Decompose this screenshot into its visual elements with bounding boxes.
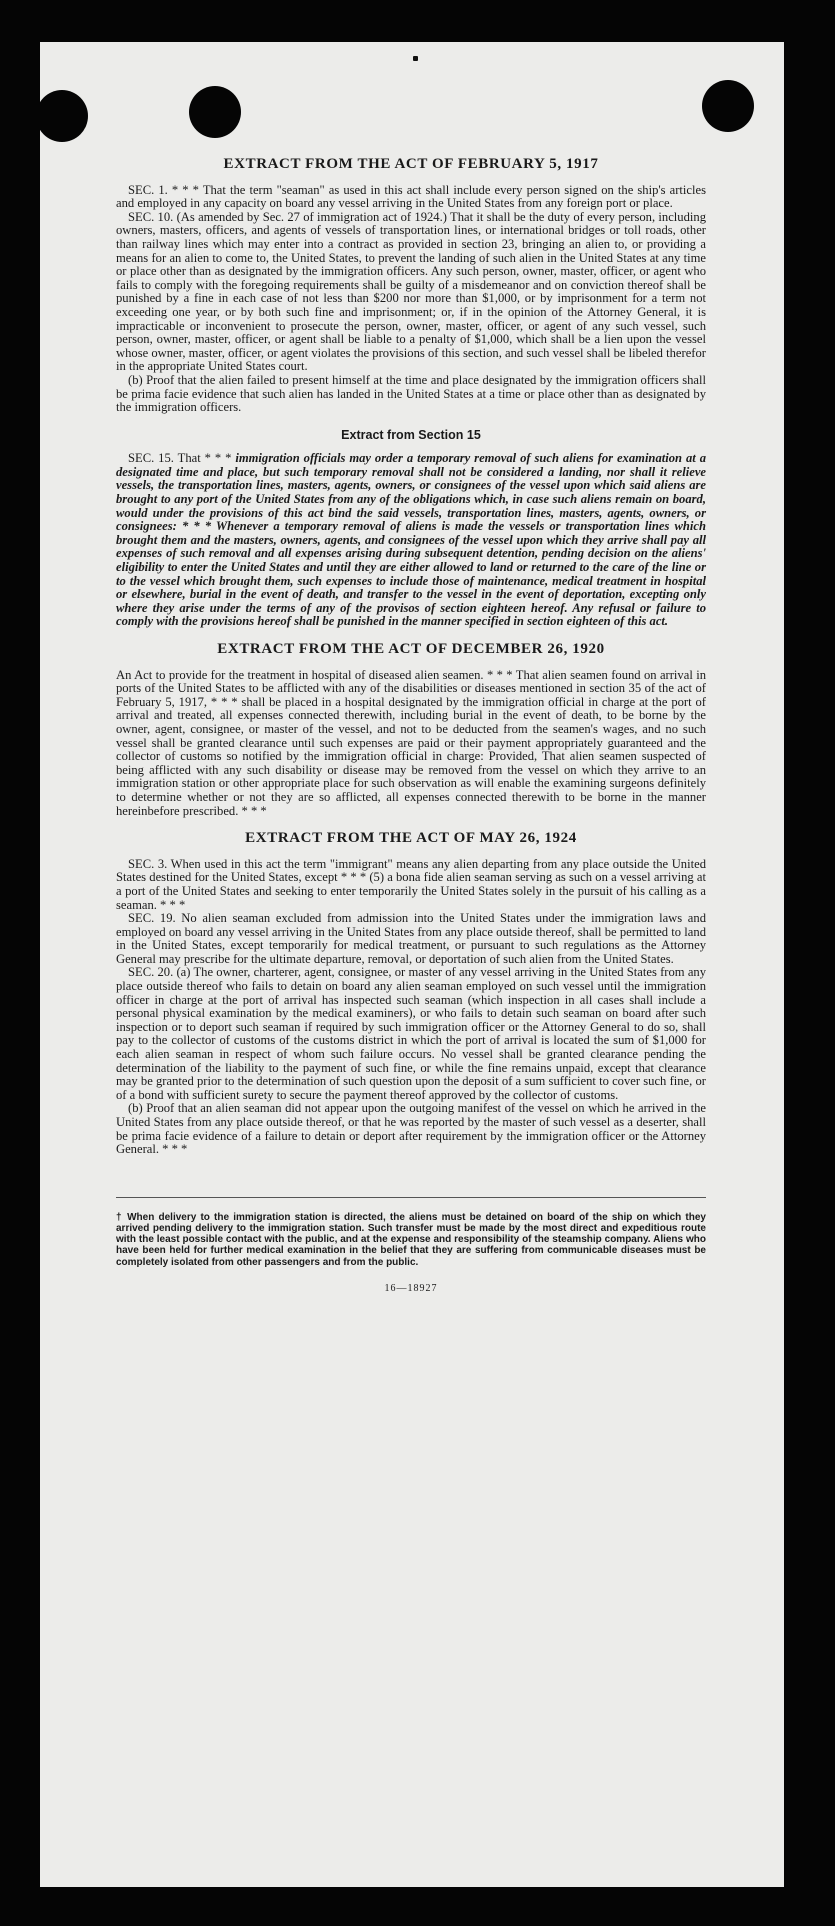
heading-may-1924: EXTRACT FROM THE ACT OF MAY 26, 1924 [245,830,577,847]
speck-mark [413,56,418,61]
punch-hole-middle [189,86,241,138]
dec1920-paragraph: An Act to provide for the treatment in hospital of diseased alien seamen. * * * That alien seamen found on arrival in ports of the United States to be afflicted with any of the disabilities or diseases mentioned in section 35 of the act of February 5, 1917, * * * shall be placed in a hospital designated by the immigration official in charge at the port of arrival and treated, all expenses connected therewith, including burial in the event of death, to be borne by the owner, agent, consignee, or master of the vessel, and not to be deducted from the seamen's wages, and no such vessel shall be granted clearance until such expenses are paid or their payment appropriately guaranteed and the collector of customs so notified by the immigration official in charge: Provided, That alien seamen suspected of being afflicted with any such disability or disease may be removed from the vessel on which they arrive to an immigration station or other appropriate place for such observation as will enable the examining surgeons definitely to determine whether or not they are so afflicted, all expenses connected therewith to be borne in the manner hereinbefore prescribed. * * * [116,667,706,818]
sec20b-paragraph: (b) Proof that an alien seaman did not appear upon the outgoing manifest of the vessel on which he arrived in the United States from any place outside thereof, or that he was reported by the master of such vessel as a deserter, shall be prima facie evidence of a failure to detain or deport after requirement by the immigration officer or the Attorney General. * * * [116,1101,706,1157]
sec10b-paragraph: (b) Proof that the alien failed to present himself at the time and place designated by the immigration officers shall be prima facie evidence that such alien has landed in the United States at a time or place other than as designated by the immigration officers. [116,372,706,415]
sec19-paragraph: SEC. 19. No alien seaman excluded from admission into the United States under the immigration laws and employed on board any vessel arriving in the United States from any place outside thereof, shall be permitted to land in the United States, except temporarily for medical treatment, or pursuant to such regulations as the Attorney General may prescribe for the ultimate departure, removal, or deportation of such alien from the United States. [116,911,706,966]
sec20a-paragraph: SEC. 20. (a) The owner, charterer, agent, consignee, or master of any vessel arriving in the United States from any place outside thereof who fails to detain on board any alien seaman employed on such vessel until the immigration officer in charge at the port of arrival has inspected such seaman (which inspection in all cases shall include a personal physical examination by the medical examiners), or who fails to detain such seaman on board after such inspection or to deport such seaman if required by such immigration officer or the Attorney General to do so, shall pay to the collector of customs of the customs district in which the port of arrival is located the sum of $1,000 for each alien seaman in respect of whom such failure occurs. No vessel shall be granted clearance pending the determination of the liability to the payment of such fine, or while the fine remains unpaid, except that clearance may be granted prior to the determination of such question upon the deposit of a sum sufficient to cover such fine, or of a bond with sufficient surety to secure the payment thereof approved by the collector of customs. [116,965,706,1102]
heading-dec-1920: EXTRACT FROM THE ACT OF DECEMBER 26, 1920 [217,641,605,657]
heading-section-15: Extract from Section 15 [341,427,481,442]
sec10-paragraph: SEC. 10. (As amended by Sec. 27 of immigration act of 1924.) That it shall be the duty of every person, including owners, masters, officers, and agents of vessels of transportation lines, or international bridges or toll roads, other than railway lines which may enter into a contract as provided in section 23, bringing an alien to, or providing a means for an alien to come to, the United States, to prevent the landing of such alien in the United States at any time or place other than as designated by the immigration officers. Any such person, owner, master, officer, or agent who fails to comply with the foregoing requirements shall be guilty of a misdemeanor and on conviction thereof shall be punished by a fine in each case of not less than $200 nor more than $1,000, or by imprisonment for a term not exceeding one year, or by both such fine and imprisonment; or, if in the opinion of the Attorney General, it is impracticable or inconvenient to prosecute the person, owner, master, officer, or agent of any such vessel, such person, owner, master, officer, or agent shall be liable to a penalty of $1,000, which shall be a lien upon the vessel whose owner, master, officer, or agent violates the provisions of this section, and such vessel shall be libeled therefor in the appropriate United States court. [116,209,706,374]
print-code: 16—18927 [384,1282,438,1294]
document-page [40,42,784,1887]
punch-hole-right [702,80,754,132]
footnote-text: † When delivery to the immigration station is directed, the aliens must be detained on board of the ship on which they arrived pending delivery to the immigration station. Such transfer must be made by the most direct and expeditious route with the least possible contact with the public, and at the expense and responsibility of the steamship company. Aliens who have been held for further medical examination in the belief that they are suffering from communicable diseases must be completely isolated from other passengers and from the public. [116,1211,706,1268]
heading-feb-1917: EXTRACT FROM THE ACT OF FEBRUARY 5, 1917 [223,156,599,172]
sec15-paragraph [116,452,706,629]
sec15-lead: SEC. 15. That * * * [128,451,232,466]
document-body [116,158,706,1295]
sec1-paragraph: SEC. 1. * * * That the term "seaman" as used in this act shall include every person signed on the ship's articles and employed in any capacity on board any vessel arriving in the United States from any foreign port or place. [116,182,706,211]
sec3-paragraph: SEC. 3. When used in this act the term "immigrant" means any alien departing from any place outside the United States destined for the United States, except * * * (5) a bona fide alien seaman serving as such on a vessel arriving at a port of the United States and seeking to enter temporarily the United States solely in the pursuit of his calling as a seaman. * * * [116,856,706,912]
sec15-text: immigration officials may order a temporary removal of such aliens for examination at a designated time and place, but such temporary removal shall not be considered a landing, nor shall it relieve vessels, the transportation lines, masters, agents, owners, or consignees of the vessel upon which said aliens are brought to any port of the United States from any of the obligations which, in case such aliens remain on board, would under the provisions of this act bind the said vessels, transportation lines, masters, agents, owners, or consignees: * * * Whenever a temporary removal of aliens is made the vessels or transportation lines which brought them and the masters, owners, agents, and consignees of the vessel upon which they arrive shall pay all expenses of such removal and all expenses arising during subsequent detention, pending decision on the aliens' eligibility to enter the United States and until they are either allowed to land or returned to the care of the line or to the vessel which brought them, such expenses to include those of maintenance, medical treatment in hospital or elsewhere, burial in the event of death, and transfer to the vessel in the event of deportation, excepting only where they arise under the terms of any of the provisos of section eighteen hereof. Any refusal or failure to comply with the provisions hereof shall be punished in the manner specified in section eighteen of this act. [116,451,706,629]
footnote [116,1197,706,1268]
punch-hole-left [40,90,88,142]
